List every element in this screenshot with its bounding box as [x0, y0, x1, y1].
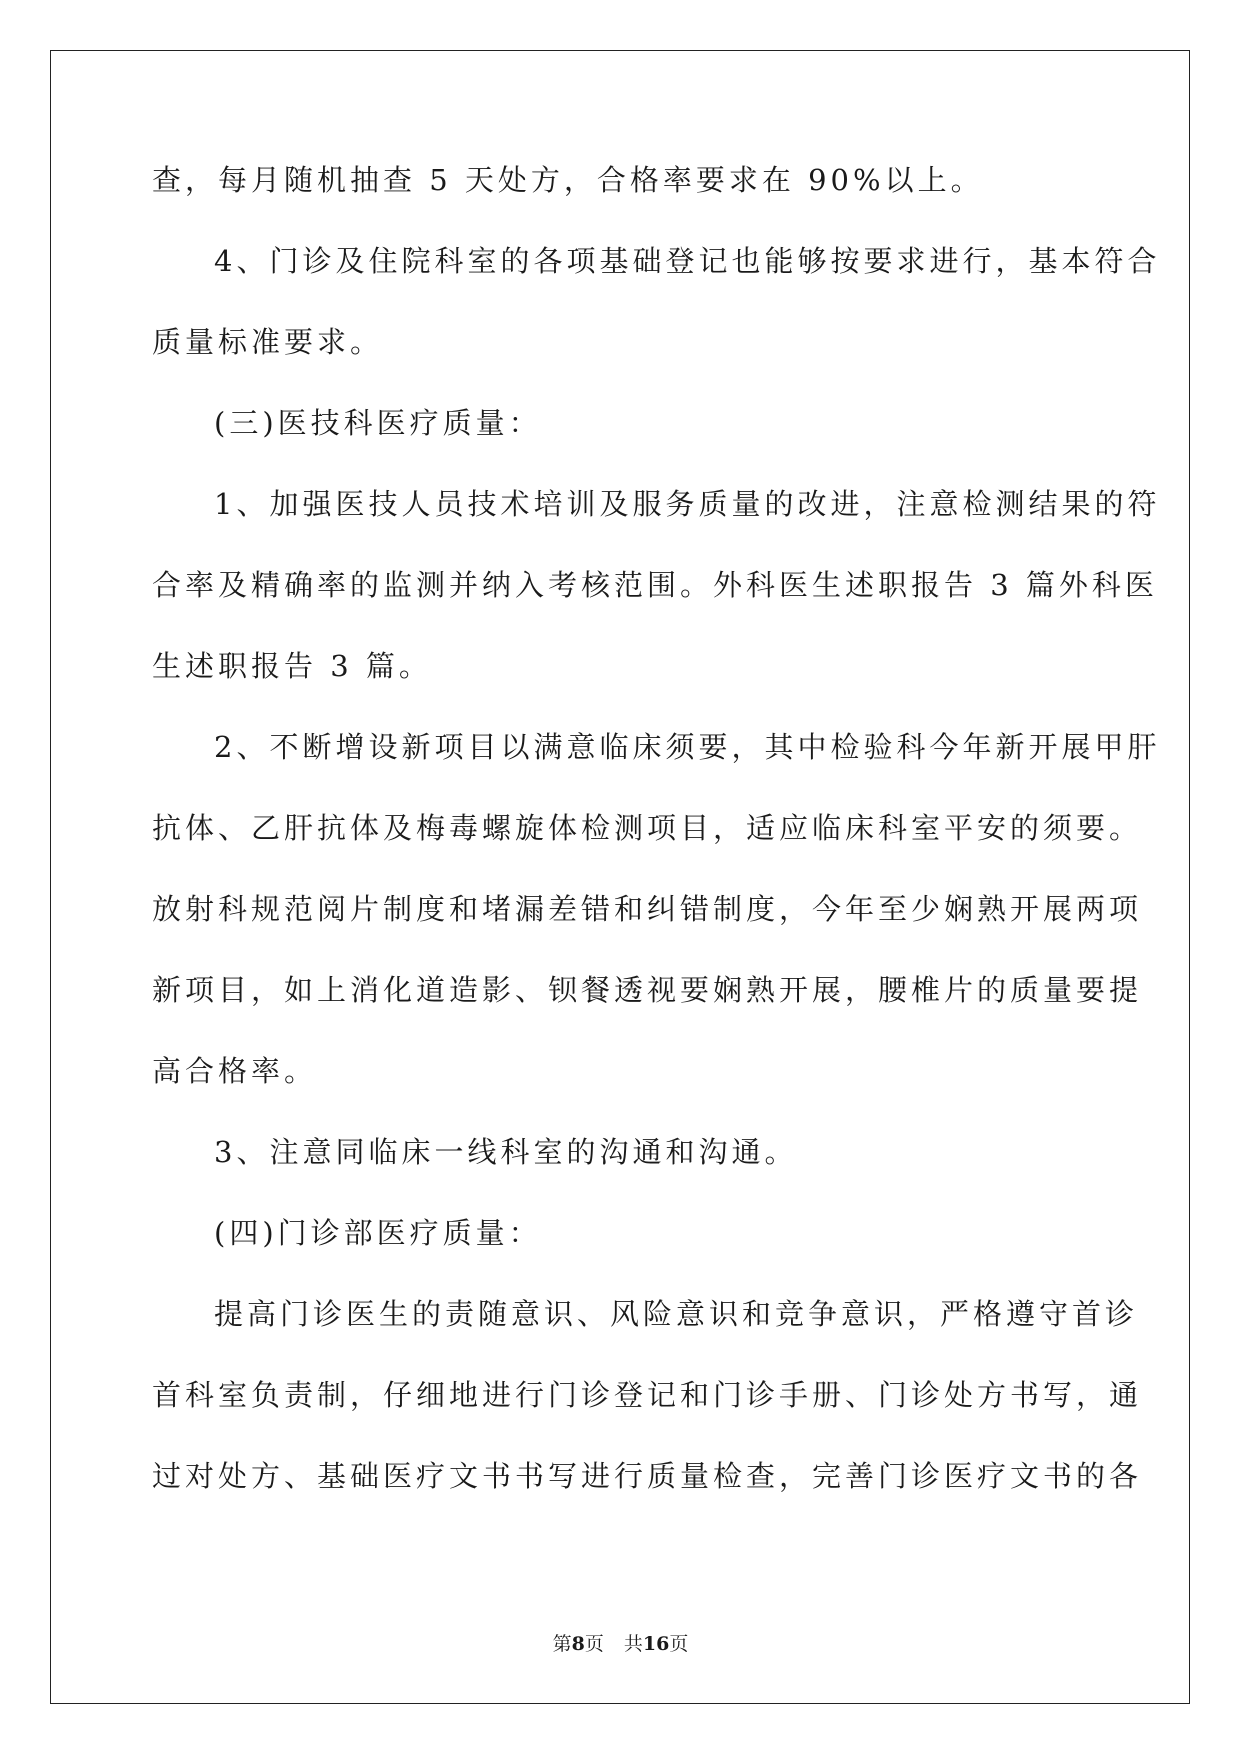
paragraph-line: 提高门诊医生的责随意识、风险意识和竞争意识，严格遵守首诊 — [214, 1297, 1139, 1331]
footer-prefix: 第 — [552, 1633, 572, 1655]
paragraph-line: 新项目，如上消化道造影、钡餐透视要娴熟开展，腰椎片的质量要提 — [152, 973, 1143, 1007]
paragraph-line: 过对处方、基础医疗文书书写进行质量检查，完善门诊医疗文书的各 — [152, 1459, 1143, 1493]
paragraph-line: 合率及精确率的监测并纳入考核范围。外科医生述职报告 3 篇外科医 — [152, 568, 1158, 602]
paragraph-line: 生述职报告 3 篇。 — [152, 649, 432, 683]
paragraph-line: 首科室负责制，仔细地进行门诊登记和门诊手册、门诊处方书写，通 — [152, 1378, 1143, 1412]
footer-page-number: 8 — [571, 1633, 585, 1655]
paragraph-line: 质量标准要求。 — [152, 325, 384, 359]
footer-total-prefix: 共 — [623, 1633, 643, 1655]
section-heading: (四)门诊部医疗质量： — [214, 1216, 542, 1250]
footer-total-pages: 16 — [642, 1633, 670, 1655]
page-footer — [0, 1632, 1241, 1656]
paragraph-line: 抗体、乙肝抗体及梅毒螺旋体检测项目，适应临床科室平安的须要。 — [152, 811, 1143, 845]
document-body — [152, 160, 1161, 1537]
paragraph-line: 2、不断增设新项目以满意临床须要，其中检验科今年新开展甲肝 — [214, 730, 1161, 764]
paragraph-line: 放射科规范阅片制度和堵漏差错和纠错制度，今年至少娴熟开展两项 — [152, 892, 1143, 926]
paragraph-line: 查，每月随机抽查 5 天处方，合格率要求在 90%以上。 — [152, 163, 984, 197]
paragraph-line: 3、注意同临床一线科室的沟通和沟通。 — [214, 1135, 798, 1169]
paragraph-line: 4、门诊及住院科室的各项基础登记也能够按要求进行，基本符合 — [214, 244, 1161, 278]
paragraph-line: 高合格率。 — [152, 1054, 318, 1088]
section-heading: (三)医技科医疗质量： — [214, 406, 542, 440]
footer-page-suffix: 页 — [584, 1633, 604, 1655]
footer-total-suffix: 页 — [669, 1633, 689, 1655]
paragraph-line: 1、加强医技人员技术培训及服务质量的改进，注意检测结果的符 — [214, 487, 1161, 521]
